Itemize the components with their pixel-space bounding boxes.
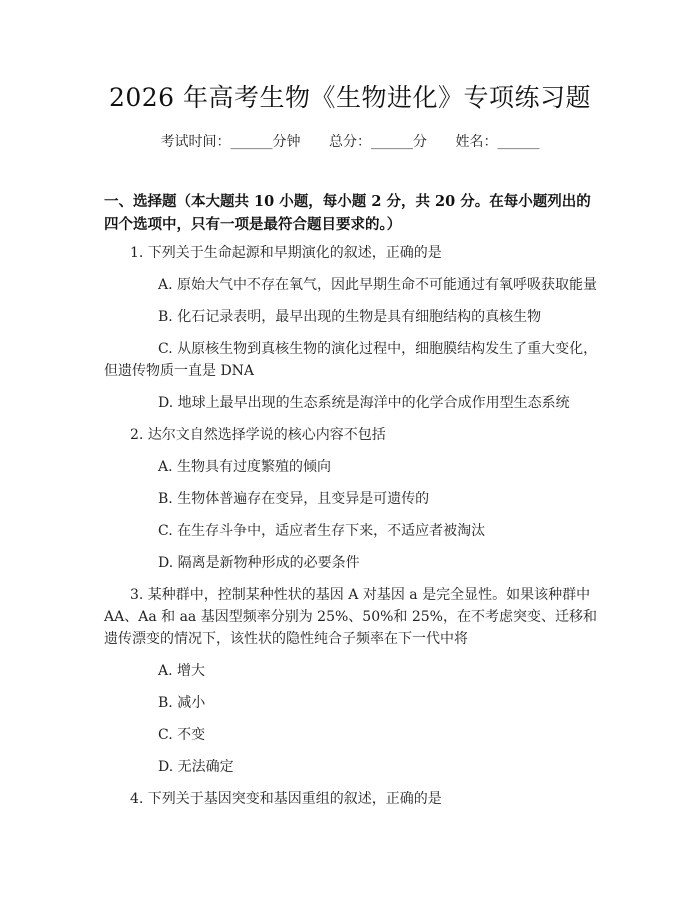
exam-time-field: 考试时间：______分钟 (160, 134, 301, 150)
question-option: B. 化石记录表明，最早出现的生物是具有细胞结构的真核生物 (158, 309, 542, 325)
question-stem: 3. 某种群中，控制某种性状的基因 A 对基因 a 是完全显性。如果该种群中 AA、Aa 和 aa 基因型频率分别为 25%、50%和 25%，在不考虑突变、迁移和遗传漂变的情况下，该性状的隐性纯合子频率在下一代中将 (104, 587, 597, 647)
question-list (104, 242, 604, 820)
question-stem: 2. 达尔文自然选择学说的核心内容不包括 (130, 427, 386, 443)
question-option: B. 生物体普遍存在变异，且变异是可遗传的 (158, 491, 430, 507)
question-option: C. 不变 (158, 727, 206, 743)
total-score-field: 总分：______分 (329, 134, 427, 150)
question-stem: 4. 下列关于基因突变和基因重组的叙述，正确的是 (130, 791, 442, 807)
exam-info-line (0, 131, 700, 151)
question-option: A. 生物具有过度繁殖的倾向 (158, 459, 332, 475)
question-option: D. 无法确定 (158, 759, 234, 775)
question-option: D. 地球上最早出现的生态系统是海洋中的化学合成作用型生态系统 (158, 395, 570, 411)
question-stem: 1. 下列关于生命起源和早期演化的叙述，正确的是 (130, 245, 442, 261)
question-option: D. 隔离是新物种形成的必要条件 (158, 555, 360, 571)
question-option: C. 从原核生物到真核生物的演化过程中，细胞膜结构发生了重大变化，但遗传物质一直是 DNA (104, 341, 598, 379)
question-option: B. 减小 (158, 695, 206, 711)
question-option: A. 增大 (158, 663, 206, 679)
question-option: A. 原始大气中不存在氧气，因此早期生命不可能通过有氧呼吸获取能量 (158, 277, 598, 293)
page-title: 2026 年高考生物《生物进化》专项练习题 (108, 83, 592, 112)
question-option: C. 在生存斗争中，适应者生存下来，不适应者被淘汰 (158, 523, 486, 539)
name-field: 姓名：______ (455, 134, 540, 150)
section-heading: 一、选择题（本大题共 10 小题，每小题 2 分，共 20 分。在每小题列出的四个选项中，只有一项是最符合题目要求的。） (104, 193, 591, 233)
